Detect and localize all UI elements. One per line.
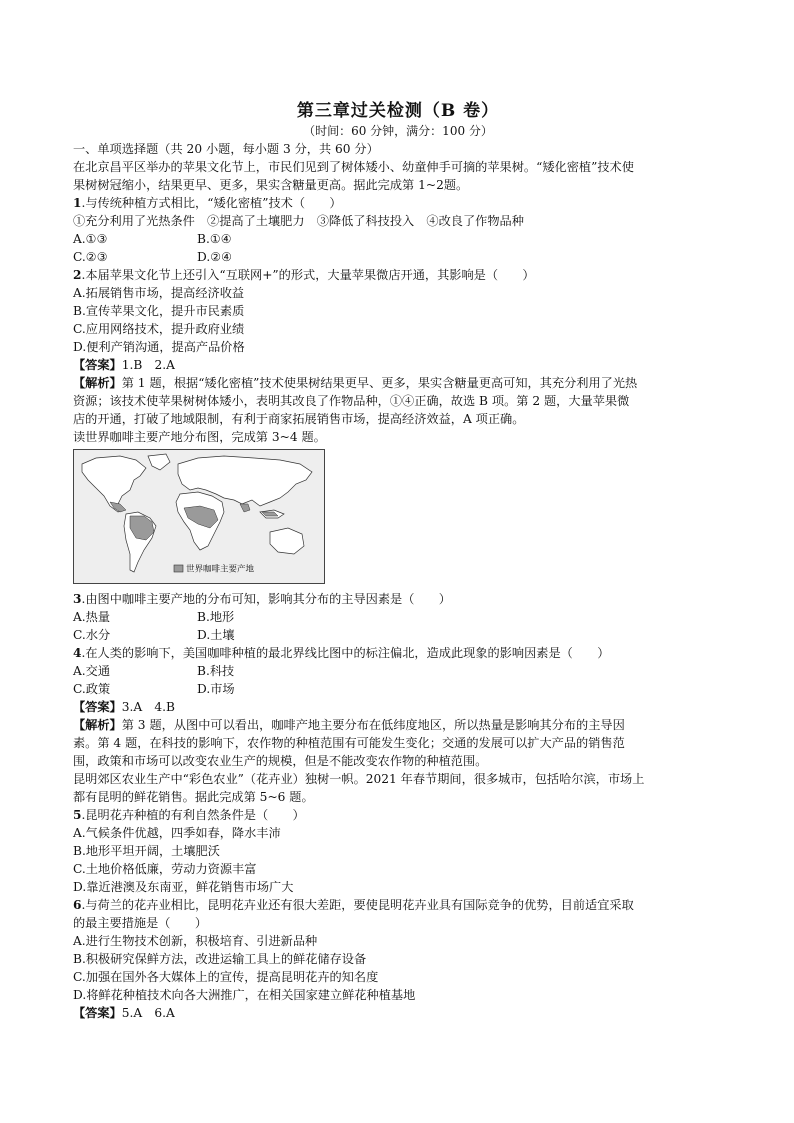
question-5-option-a: A.气候条件优越，四季如春，降水丰沛 [73, 826, 281, 840]
answer-text: 3.A 4.B [121, 700, 175, 714]
question-1-option-a: A.①③ [73, 232, 108, 246]
answer-3-4 [73, 698, 723, 716]
question-2-stem [73, 266, 723, 284]
question-3-option-b: B.地形 [197, 610, 235, 624]
question-5-stem [73, 806, 723, 824]
analysis-1-line-1 [73, 374, 723, 392]
analysis-text: 第 3 题，从图中可以看出，咖啡产地主要分布在低纬度地区，所以热量是影响其分布的主导因 [121, 718, 625, 732]
analysis-1-line-2: 资源；该技术使苹果树树体矮小，表明其改良了作物品种，①④正确，故选 B 项。第 2 题，大量苹果微 [73, 394, 630, 408]
question-2-option-c: C.应用网络技术，提升政府业绩 [73, 322, 245, 336]
answer-label: 【答案】 [73, 358, 122, 372]
question-4-option-a: A.交通 [73, 664, 111, 678]
question-3-options-row-1 [73, 608, 723, 626]
answer-text: 5.A 6.A [121, 1006, 175, 1020]
question-1-options-row-1 [73, 230, 723, 248]
question-4-options-row-1 [73, 662, 723, 680]
question-1-options-row-2 [73, 248, 723, 266]
legend-label: 世界咖啡主要产地 [186, 564, 255, 575]
question-2-option-b: B.宣传苹果文化，提升市民素质 [73, 304, 245, 318]
section-heading: 一、单项选择题（共 20 小题，每小题 3 分，共 60 分） [73, 142, 379, 156]
analysis-text: 第 1 题，根据“矮化密植”技术使果树结果更早、更多，果实含糖量更高可知，其充分利用了光热 [121, 376, 638, 390]
question-2-option-a: A.拓展销售市场，提高经济收益 [73, 286, 245, 300]
analysis-2-line-1 [73, 716, 723, 734]
question-5-option-d: D.靠近港澳及东南亚，鲜花销售市场广大 [73, 880, 294, 894]
world-map-svg [74, 450, 324, 583]
answer-label: 【答案】 [73, 700, 122, 714]
document-page [73, 100, 723, 1022]
question-4-options-row-2 [73, 680, 723, 698]
question-5-number: 5 [73, 808, 82, 822]
question-6-text: .与荷兰的花卉业相比，昆明花卉业还有很大差距，要使昆明花卉业具有国际竞争的优势，目前适宜采取 [81, 898, 634, 912]
question-4-option-b: B.科技 [197, 664, 235, 678]
question-6-option-c: C.加强在国外各大媒体上的宣传，提高昆明花卉的知名度 [73, 970, 379, 984]
question-4-text: .在人类的影响下，美国咖啡种植的最北界线比图中的标注偏北，造成此现象的影响因素是（ ） [81, 646, 610, 660]
question-5-option-c: C.土地价格低廉，劳动力资源丰富 [73, 862, 257, 876]
question-4-option-c: C.政策 [73, 682, 111, 696]
passage-1-line-1: 在北京昌平区举办的苹果文化节上，市民们见到了树体矮小、幼童伸手可摘的苹果树。“矮化密植”技术使 [73, 160, 634, 174]
question-3-stem [73, 590, 723, 608]
analysis-label: 【解析】 [73, 376, 122, 390]
question-1-option-c: C.②③ [73, 250, 108, 264]
question-3-number: 3 [73, 592, 82, 606]
question-5-option-b: B.地形平坦开阔，土壤肥沃 [73, 844, 220, 858]
question-6-number: 6 [73, 898, 82, 912]
question-3-options-row-2 [73, 626, 723, 644]
answer-text: 1.B 2.A [121, 358, 175, 372]
question-5-text: .昆明花卉种植的有利自然条件是（ ） [81, 808, 305, 822]
question-6-stem-line-1 [73, 896, 723, 914]
question-1-text: .与传统种植方式相比，“矮化密植”技术（ ） [81, 196, 342, 210]
page-subtitle: （时间：60 分钟，满分：100 分） [303, 124, 493, 138]
question-4-stem [73, 644, 723, 662]
question-3-option-d: D.土壤 [197, 628, 235, 642]
question-1-statements: ①充分利用了光热条件 ②提高了土壤肥力 ③降低了科技投入 ④改良了作物品种 [73, 214, 524, 228]
question-1-option-d: D.②④ [197, 250, 233, 264]
question-3-option-c: C.水分 [73, 628, 111, 642]
page-title: 第三章过关检测（B 卷） [296, 101, 500, 121]
question-2-text: .本届苹果文化节上还引入“互联网+”的形式，大量苹果微店开通，其影响是（ ） [81, 268, 535, 282]
passage-3-line-1: 昆明郊区农业生产中“彩色农业”（花卉业）独树一帜。2021 年春节期间，很多城市，包括哈尔滨，市场上 [73, 772, 645, 786]
question-3-option-a: A.热量 [73, 610, 111, 624]
question-1-stem [73, 194, 723, 212]
question-6-option-d: D.将鲜花种植技术向各大洲推广，在相关国家建立鲜花种植基地 [73, 988, 416, 1002]
question-6-option-b: B.积极研究保鲜方法，改进运输工具上的鲜花储存设备 [73, 952, 367, 966]
analysis-2-line-3: 围，政策和市场可以改变农业生产的规模，但是不能改变农作物的种植范围。 [73, 754, 488, 768]
question-1-number: 1 [73, 196, 82, 210]
passage-1-line-2: 果树树冠缩小，结果更早、更多，果实含糖量更高。据此完成第 1~2题。 [73, 178, 469, 192]
question-2-option-d: D.便利产销沟通，提高产品价格 [73, 340, 245, 354]
passage-2: 读世界咖啡主要产地分布图，完成第 3~4 题。 [73, 430, 326, 444]
question-3-text: .由图中咖啡主要产地的分布可知，影响其分布的主导因素是（ ） [81, 592, 451, 606]
analysis-label: 【解析】 [73, 718, 122, 732]
answer-label: 【答案】 [73, 1006, 122, 1020]
analysis-1-line-3: 店的开通，打破了地域限制，有利于商家拓展销售市场，提高经济效益，A 项正确。 [73, 412, 525, 426]
question-6-stem-line-2: 的最主要措施是（ ） [73, 916, 208, 930]
answer-1-2 [73, 356, 723, 374]
question-4-number: 4 [73, 646, 82, 660]
analysis-2-line-2: 素。第 4 题，在科技的影响下，农作物的种植范围有可能发生变化；交通的发展可以扩大产品的销售范 [73, 736, 625, 750]
answer-5-6 [73, 1004, 723, 1022]
passage-3-line-2: 都有昆明的鲜花销售。据此完成第 5~6 题。 [73, 790, 314, 804]
legend-swatch [174, 565, 183, 572]
question-6-option-a: A.进行生物技术创新，积极培育、引进新品种 [73, 934, 318, 948]
question-4-option-d: D.市场 [197, 682, 235, 696]
question-2-number: 2 [73, 268, 82, 282]
world-coffee-map [73, 449, 325, 584]
question-1-option-b: B.①④ [197, 232, 232, 246]
